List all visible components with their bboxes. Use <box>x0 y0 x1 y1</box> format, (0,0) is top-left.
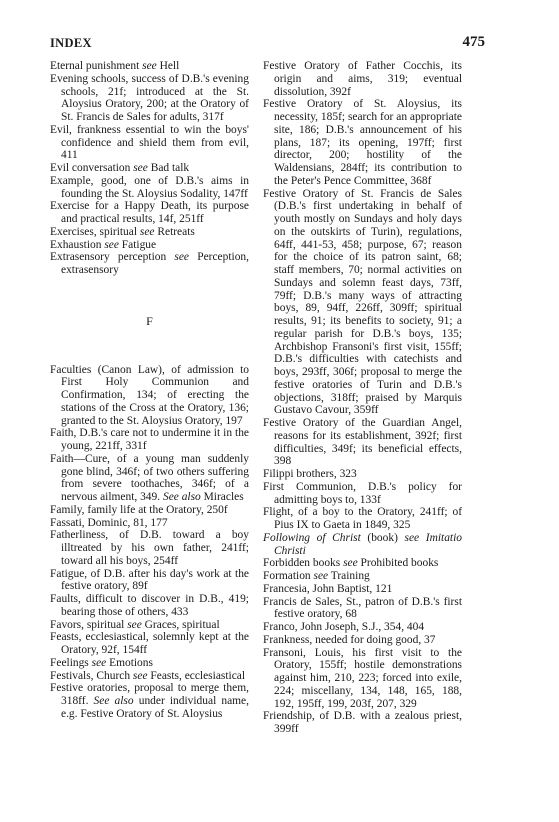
index-entry-text: Example, good, one of D.B.'s aims in founding the St. Aloysius Sodality, 147ff <box>50 174 249 200</box>
index-entry <box>50 73 249 124</box>
index-entry-text <box>419 532 426 544</box>
index-entry-text: Fassati, Dominic, 81, 177 <box>50 516 168 529</box>
index-entry <box>263 621 462 634</box>
index-entry <box>263 710 462 736</box>
index-entry-text: Fransoni, Louis, his first visit to the Oratory, 155ff; hostile demonstrations against him, 210, 223; forced into exile, 224; miscellany, 134, 148, 165, 188, 192, 195ff, 199, 203f, 207, 329 <box>263 646 462 710</box>
index-entry <box>50 670 249 683</box>
index-entry-text: Favors, spiritual <box>50 618 128 631</box>
index-entry-italic-text: See also <box>162 491 201 503</box>
index-entry-text: First Communion, D.B.'s policy for admitting boys to, 133f <box>263 480 462 506</box>
index-entry <box>50 529 249 567</box>
index-entry-text: Fatherliness, of D.B. toward a boy illtreated by his own father, 241ff; toward all his boys, 254ff <box>50 529 249 567</box>
index-entry-text: Franco, John Joseph, S.J., 354, 404 <box>263 621 425 633</box>
index-entry-text: Emotions <box>106 656 153 669</box>
right-column <box>263 60 462 736</box>
index-entry-italic-text: see <box>142 60 157 72</box>
index-entry-italic-text: see <box>313 570 329 582</box>
index-entry-text: Evening schools, success of D.B.'s evening schools, 21f; introduced at the St. Aloysius Oratory, 200; at the Oratory of St. Francis de Sales for adults, 317f <box>50 72 249 123</box>
index-entry <box>263 188 462 418</box>
index-entry <box>50 175 249 201</box>
index-entry <box>50 517 249 530</box>
index-entry-text: Formation <box>263 570 314 582</box>
index-entry-italic-text: Imitatio Christi <box>274 531 462 557</box>
index-entry <box>50 251 249 277</box>
index-entry-text: Hell <box>156 60 180 72</box>
index-entry-text: Eternal punishment <box>50 60 143 72</box>
index-entry <box>50 504 249 517</box>
index-entry-text: Feasts, ecclesiastical, solemnly kept at the Oratory, 92f, 154ff <box>50 631 249 656</box>
index-entry <box>50 239 249 252</box>
index-entry-italic-text: see <box>91 656 107 669</box>
left-column <box>50 60 249 721</box>
index-entries-f-continued <box>263 60 462 736</box>
index-entry-italic-text: See also <box>93 695 134 707</box>
index-entry-text: Festive oratories, proposal to merge them, 318ff. <box>50 682 249 707</box>
index-entry <box>263 532 462 558</box>
index-entry-text: Francesia, John Baptist, 121 <box>263 582 393 595</box>
index-entry <box>263 468 462 481</box>
index-entry <box>263 557 462 570</box>
index-entry-text: under individual name, e.g. Festive Oratory of St. Aloysius <box>61 695 249 720</box>
index-entry-text: Exhaustion <box>50 238 105 251</box>
index-entry-text: Festive Oratory of St. Aloysius, its necessity, 185f; search for an appropriate site, 186; D.B.'s announcement of his plans, 187; its opening, 197ff; first director, 200; hostility of the Waldensians, 284ff; its contribution to the Peter's Pence Committee, 368f <box>263 98 462 187</box>
index-entry-text: Training <box>328 570 370 582</box>
index-entry <box>50 593 249 619</box>
page-number: 475 <box>462 34 485 50</box>
index-entry <box>50 162 249 175</box>
index-entry <box>263 481 462 507</box>
index-entry-text: Fatigue <box>118 238 157 251</box>
index-entry <box>263 60 462 98</box>
index-entry-text: Faith—Cure, of a young man suddenly gone blind, 346f; of two others suffering from severe toothaches, 346f; of a nervous ailment, 349. <box>50 452 249 503</box>
index-entry-italic-text: see <box>104 238 119 251</box>
index-entry-text: (book) <box>360 531 405 544</box>
index-entry-text: Exercise for a Happy Death, its purpose and practical results, 14f, 251ff <box>50 200 249 225</box>
index-entry-text: Perception, extrasensory <box>61 251 249 276</box>
index-entry-text: Festive Oratory of St. Francis de Sales (D.B.'s first undertaking in behalf of youth mostly on Sundays and holy days on the outskirts of Turin), regulations, 64ff, 441-53, 458; purpose, 67; reason for the choice of its patron saint, 68; staff members, 70; normal activities on Sundays and solemn feast days, 73ff, 79ff; D.B.'s many ways of attracting boys, 89, 94ff, 226ff, 309ff; spiritual results, 91; its benefits to society, 91; a regular parish for D.B.'s boys, 135; Archbishop Fransoni's first visit, 155ff; D.B.'s difficulties with catechists and boys, 293ff, 306f; proposal to merge the festive oratories of Turin and D.B.'s objections, 318ff; praised by Marquis Gustavo Cavour, 359ff <box>263 187 462 417</box>
index-entry <box>50 453 249 504</box>
index-entry-text: Festive Oratory of the Guardian Angel, reasons for its establishment, 392f; first difficulties, 349f; its beneficial effects, 398 <box>263 417 462 468</box>
index-entry-italic-text: see <box>127 618 142 631</box>
index-entry-text: Faults, difficult to discover in D.B., 419; bearing those of others, 433 <box>50 593 249 618</box>
index-entry-italic-text: see <box>139 225 155 238</box>
index-entry-text: Family, family life at the Oratory, 250f <box>50 503 228 516</box>
index-entry-text: Filippi brothers, 323 <box>263 468 357 480</box>
index-entry-text: Feelings <box>50 656 92 669</box>
index-entry <box>263 596 462 622</box>
index-entry-text: Graces, spiritual <box>141 618 220 631</box>
index-entry-text: Friendship, of D.B. with a zealous priest, 399ff <box>263 710 462 735</box>
index-entry-text: Festivals, Church <box>50 669 133 682</box>
index-entry <box>263 634 462 647</box>
index-entry <box>263 583 462 596</box>
index-entry <box>50 124 249 162</box>
index-entry-italic-text: Following of Christ <box>263 531 361 544</box>
index-entry-italic-text: see <box>132 669 148 682</box>
index-entry-text: Festive Oratory of Father Cocchis, its origin and aims, 319; eventual dissolution, 392f <box>263 60 462 98</box>
index-entry-text: Evil, frankness essential to win the boys' confidence and shield them from evil, 411 <box>50 123 249 162</box>
index-entry-text: Faculties (Canon Law), of admission to First Holy Communion and Confirmation, 134; of erecting the stations of the Cross at the Oratory, 136; granted to the St. Aloysius Oratory, 197 <box>50 363 249 427</box>
index-entry <box>263 98 462 187</box>
index-entry-text: Extrasensory perception <box>50 251 175 264</box>
index-entry-italic-text: see <box>174 251 190 264</box>
index-entry-text: Prohibited books <box>357 557 439 570</box>
index-entry <box>263 506 462 532</box>
index-entry <box>50 619 249 632</box>
index-entry-text: Evil conversation <box>50 162 134 174</box>
index-entry <box>50 657 249 670</box>
index-entry <box>50 364 249 428</box>
index-entry <box>50 226 249 239</box>
index-entry <box>50 200 249 226</box>
index-entry-text: Faith, D.B.'s care not to undermine it in the young, 221ff, 331f <box>50 427 249 452</box>
index-entry <box>50 568 249 594</box>
index-entry <box>50 427 249 453</box>
index-entry-text: Flight, of a boy to the Oratory, 241ff; of Pius IX to Gaeta in 1849, 325 <box>263 506 462 531</box>
index-entry-text: Retreats <box>154 225 195 238</box>
index-entry <box>50 682 249 720</box>
section-letter-f: F <box>146 313 153 328</box>
index-entry-italic-text: see <box>404 531 420 544</box>
index-entry-text: Frankness, needed for doing good, 37 <box>263 633 436 646</box>
index-entry-italic-text: see <box>133 162 148 174</box>
index-entry <box>263 417 462 468</box>
index-entry-text: Forbidden books <box>263 557 344 570</box>
index-entry-text: Bad talk <box>147 162 190 174</box>
index-entry-text: Francis de Sales, St., patron of D.B.'s first festive oratory, 68 <box>263 595 462 621</box>
index-entries-f <box>50 364 249 721</box>
index-entry-text: Miracles <box>200 491 244 503</box>
index-entry <box>263 570 462 583</box>
index-entry-italic-text: see <box>343 557 358 570</box>
index-entry-text: Feasts, ecclesiastical <box>147 669 246 682</box>
index-entry-text: Exercises, spiritual <box>50 225 140 238</box>
index-entry <box>263 647 462 711</box>
index-entry <box>50 60 249 73</box>
index-entry <box>50 631 249 657</box>
index-entry-text: Fatigue, of D.B. after his day's work at the festive oratory, 89f <box>50 567 249 593</box>
running-header: INDEX <box>50 36 92 50</box>
index-entries-e <box>50 60 249 277</box>
